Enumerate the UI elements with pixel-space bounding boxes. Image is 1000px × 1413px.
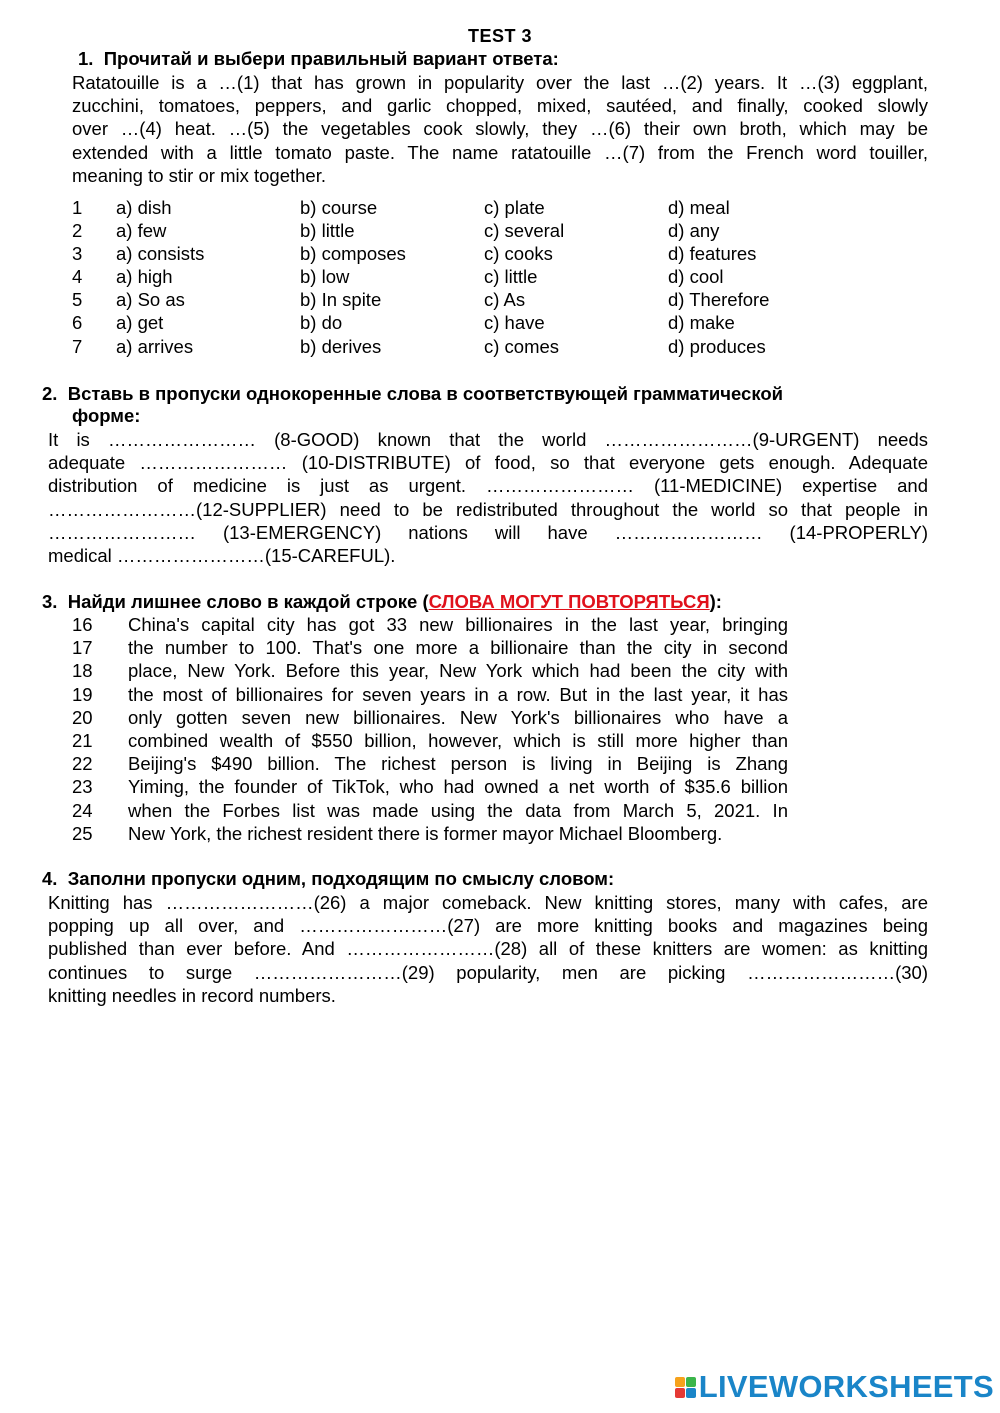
section2-heading-text: Вставь в пропуски однокоренные слова в соответствующей грамматической bbox=[67, 383, 784, 404]
section2-paragraph bbox=[48, 428, 928, 567]
section4-line: popping up all over, and ……………………(27) are more knitting books and magazines being bbox=[48, 915, 928, 937]
option-c: c) little bbox=[484, 266, 538, 288]
section4-paragraph bbox=[48, 891, 928, 1007]
line-number: 23 bbox=[72, 776, 93, 798]
option-row bbox=[72, 311, 852, 334]
section2-line: It is …………………… (8-GOOD) known that the world ……………………(9-URGENT) needs bbox=[48, 429, 928, 450]
section3-number: 3. bbox=[42, 591, 58, 612]
line-number: 24 bbox=[72, 799, 93, 821]
option-b: b) low bbox=[300, 266, 350, 288]
numbered-line bbox=[72, 706, 788, 729]
section3-heading bbox=[42, 591, 722, 613]
section1-line: over …(4) heat. …(5) the vegetables cook slowly, they …(6) their own broth, which may be bbox=[72, 118, 928, 140]
line-text: when the Forbes list was made using the data from March 5, 2021. In bbox=[128, 799, 788, 821]
line-number: 22 bbox=[72, 753, 93, 775]
section1-heading bbox=[78, 48, 559, 70]
worksheet-title: TEST 3 bbox=[467, 26, 532, 46]
line-text: the most of billionaires for seven years in a row. But in the last year, it has bbox=[128, 683, 788, 705]
section1-line: zucchini, tomatoes, peppers, and garlic chopped, mixed, sautéed, and finally, cooked slowly bbox=[72, 95, 928, 117]
option-d: d) make bbox=[668, 312, 735, 334]
option-c: c) have bbox=[484, 312, 545, 334]
option-row bbox=[72, 219, 852, 242]
option-d: d) produces bbox=[668, 335, 766, 357]
line-text: place, New York. Before this year, New York which had been the city with bbox=[128, 660, 788, 682]
line-number: 16 bbox=[72, 614, 93, 635]
section4-line: published than ever before. And ……………………(28) all of these knitters are women: as knitting bbox=[48, 938, 928, 960]
option-a: a) dish bbox=[116, 197, 172, 218]
section3-heading-close: ): bbox=[709, 591, 722, 612]
section2-line: ……………………(12-SUPPLIER) need to be redistributed throughout the world so that people in bbox=[48, 498, 928, 520]
option-a: a) high bbox=[116, 266, 173, 288]
numbered-line bbox=[72, 683, 788, 706]
option-number: 2 bbox=[72, 220, 83, 242]
option-b: b) do bbox=[300, 312, 343, 334]
option-number: 4 bbox=[72, 266, 83, 288]
option-a: a) few bbox=[116, 220, 167, 242]
section1-line: extended with a little tomato paste. The name ratatouille …(7) from the French word touiller, bbox=[72, 141, 928, 163]
section2-line: medical ……………………(15-CAREFUL). bbox=[48, 544, 396, 566]
section4-line: knitting needles in record numbers. bbox=[48, 984, 336, 1006]
numbered-line bbox=[72, 775, 788, 798]
line-text: New York, the richest resident there is former mayor Michael Bloomberg. bbox=[128, 822, 723, 844]
option-c: c) As bbox=[484, 289, 526, 311]
option-d: d) meal bbox=[668, 197, 730, 218]
section2-line: adequate …………………… (10-DISTRIBUTE) of food, so that everyone gets enough. Adequate bbox=[48, 452, 928, 474]
option-b: b) little bbox=[300, 220, 355, 242]
option-a: a) consists bbox=[116, 243, 205, 265]
line-text: combined wealth of $550 billion, however, which is still more higher than bbox=[128, 729, 788, 751]
liveworksheets-logo-icon bbox=[675, 1377, 696, 1398]
line-number: 21 bbox=[72, 729, 93, 751]
liveworksheets-logo-text: LIVEWORKSHEETS bbox=[698, 1369, 994, 1404]
numbered-line bbox=[72, 752, 788, 775]
section1-paragraph bbox=[72, 71, 928, 187]
line-number: 20 bbox=[72, 706, 93, 728]
section1-line: meaning to stir or mix together. bbox=[72, 164, 326, 186]
section1-heading-text: Прочитай и выбери правильный вариант ответа: bbox=[103, 48, 559, 69]
option-number: 3 bbox=[72, 243, 83, 265]
section4-line: Knitting has ……………………(26) a major comeback. New knitting stores, many with cafes, are bbox=[48, 892, 928, 913]
option-row bbox=[72, 288, 852, 311]
line-number: 18 bbox=[72, 660, 93, 682]
section3-heading-text: Найди лишнее слово в каждой строке ( bbox=[67, 591, 429, 612]
section2-line: distribution of medicine is just as urgent. …………………… (11-MEDICINE) expertise and bbox=[48, 475, 928, 497]
section2-line: …………………… (13-EMERGENCY) nations will have …………………… (14-PROPERLY) bbox=[48, 521, 928, 543]
line-text: only gotten seven new billionaires. New York's billionaires who have a bbox=[128, 706, 788, 728]
liveworksheets-logo[interactable] bbox=[675, 1369, 994, 1405]
option-number: 1 bbox=[72, 197, 83, 218]
option-c: c) comes bbox=[484, 335, 560, 357]
line-number: 19 bbox=[72, 683, 93, 705]
option-b: b) course bbox=[300, 197, 378, 218]
option-a: a) arrives bbox=[116, 335, 194, 357]
option-d: d) any bbox=[668, 220, 720, 242]
numbered-line bbox=[72, 613, 788, 636]
numbered-line bbox=[72, 636, 788, 659]
option-d: d) cool bbox=[668, 266, 724, 288]
option-row bbox=[72, 265, 852, 288]
option-number: 6 bbox=[72, 312, 83, 334]
line-text: Beijing's $490 billion. The richest person is living in Beijing is Zhang bbox=[128, 753, 788, 775]
line-number: 17 bbox=[72, 637, 93, 659]
numbered-line bbox=[72, 659, 788, 682]
option-row bbox=[72, 242, 852, 265]
section4-heading-text: Заполни пропуски одним, подходящим по смыслу словом: bbox=[67, 868, 615, 889]
numbered-line bbox=[72, 799, 788, 822]
option-b: b) composes bbox=[300, 243, 406, 265]
option-d: d) Therefore bbox=[668, 289, 770, 311]
line-text: the number to 100. That's one more a billionaire than the city in second bbox=[128, 637, 788, 659]
line-number: 25 bbox=[72, 822, 93, 844]
section3-heading-warning: СЛОВА МОГУТ ПОВТОРЯТЬСЯ bbox=[428, 591, 710, 612]
option-a: a) get bbox=[116, 312, 164, 334]
numbered-line bbox=[72, 822, 788, 845]
option-b: b) derives bbox=[300, 335, 382, 357]
option-b: b) In spite bbox=[300, 289, 382, 311]
section4-heading bbox=[42, 868, 614, 890]
option-number: 7 bbox=[72, 335, 83, 357]
section2-number: 2. bbox=[42, 383, 58, 404]
section1-number: 1. bbox=[78, 48, 94, 69]
section1-line: Ratatouille is a …(1) that has grown in popularity over the last …(2) years. It …(3) eggplant, bbox=[72, 72, 928, 93]
option-row bbox=[72, 196, 852, 219]
option-number: 5 bbox=[72, 289, 83, 311]
option-c: c) plate bbox=[484, 197, 545, 218]
line-text: China's capital city has got 33 new billionaires in the last year, bringing bbox=[128, 614, 788, 635]
section3-numbered-lines bbox=[72, 613, 788, 845]
numbered-line bbox=[72, 729, 788, 752]
section1-options-table bbox=[72, 196, 852, 358]
option-c: c) several bbox=[484, 220, 565, 242]
section4-number: 4. bbox=[42, 868, 58, 889]
option-a: a) So as bbox=[116, 289, 185, 311]
section2-heading bbox=[42, 383, 942, 427]
section2-heading-text-cont: форме: bbox=[72, 405, 141, 426]
option-d: d) features bbox=[668, 243, 757, 265]
line-text: Yiming, the founder of TikTok, who had owned a net worth of $35.6 billion bbox=[128, 776, 788, 798]
option-c: c) cooks bbox=[484, 243, 553, 265]
section4-line: continues to surge ……………………(29) popularity, men are picking ……………………(30) bbox=[48, 961, 928, 983]
option-row bbox=[72, 335, 852, 358]
